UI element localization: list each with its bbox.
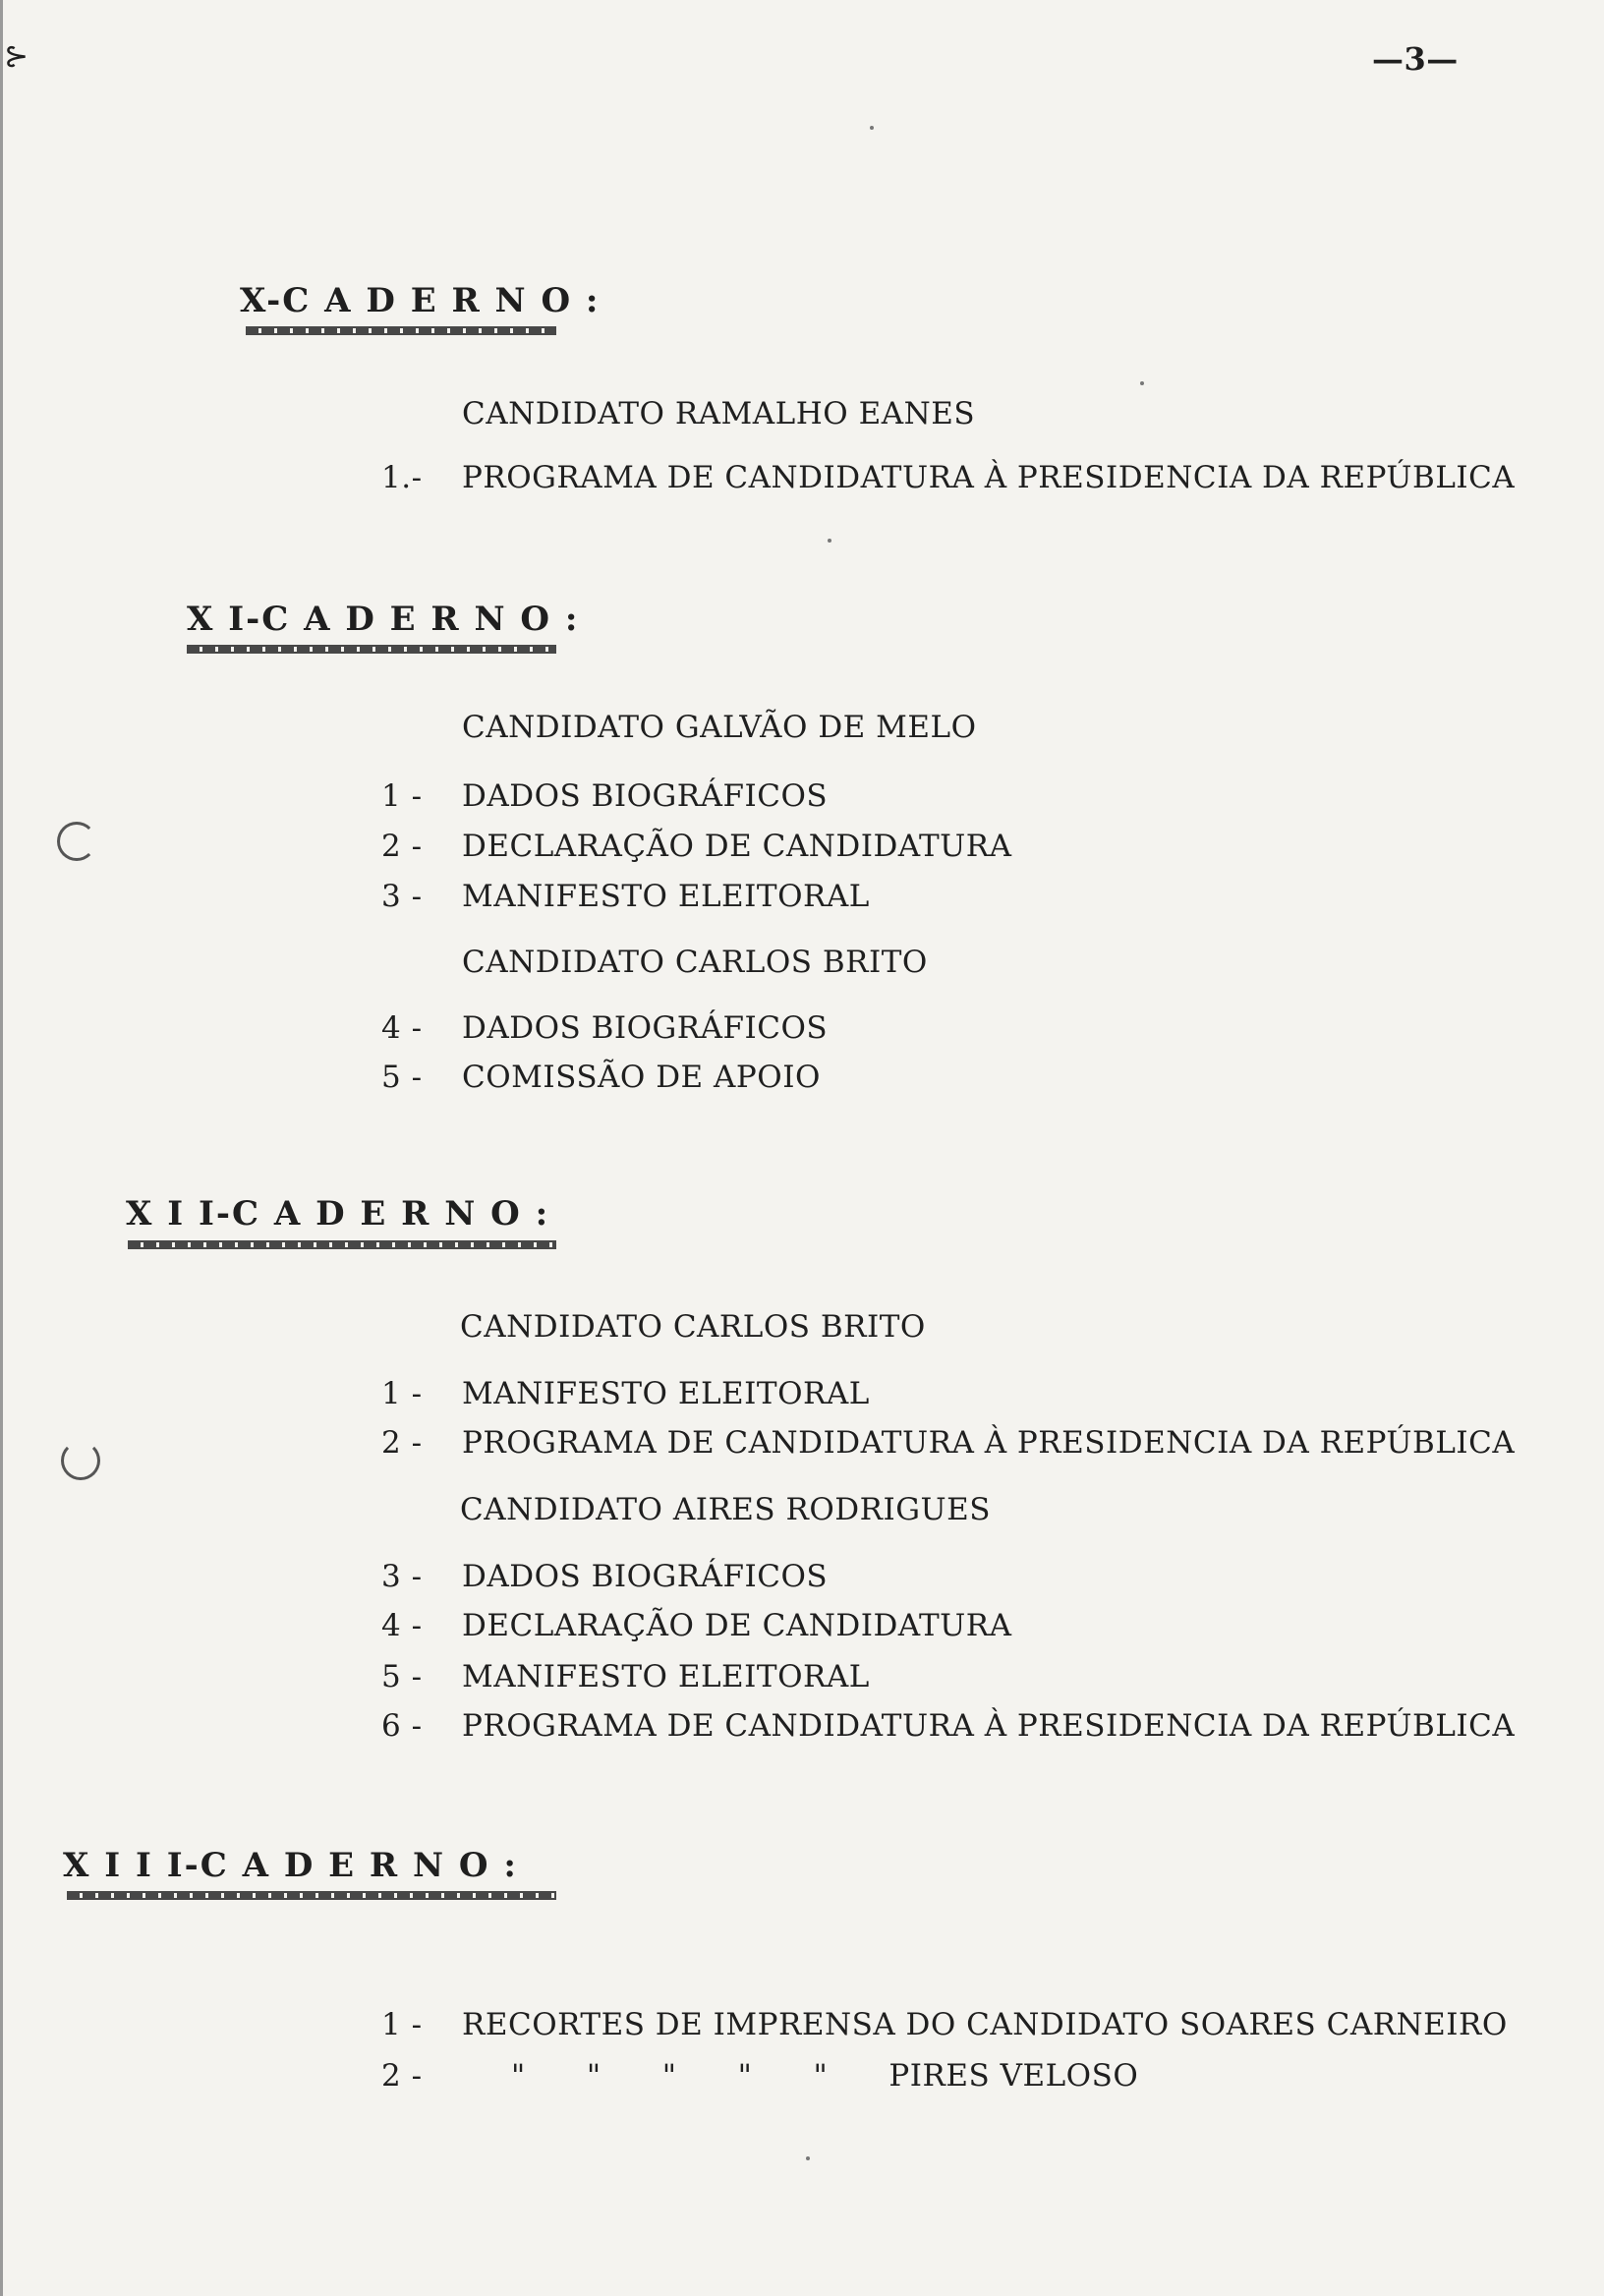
item-text: DECLARAÇÃO DE CANDIDATURA — [462, 829, 1012, 864]
section-heading: X I I-C A D E R N O : — [126, 1194, 550, 1234]
speck — [1140, 381, 1144, 385]
item-text: DECLARAÇÃO DE CANDIDATURA — [462, 1608, 1012, 1643]
item-text: PROGRAMA DE CANDIDATURA À PRESIDENCIA DA REPÚBLICA — [462, 1708, 1516, 1744]
item-number: 2 - — [381, 2058, 423, 2094]
section-heading: X I-C A D E R N O : — [187, 600, 580, 639]
speck — [828, 539, 831, 543]
punch-hole-mark — [61, 1441, 100, 1480]
item-text: COMISSÃO DE APOIO — [462, 1060, 821, 1095]
section-heading: X I I I-C A D E R N O : — [63, 1846, 518, 1885]
item-number: 3 - — [381, 1559, 423, 1594]
item-text: DADOS BIOGRÁFICOS — [462, 1010, 829, 1046]
item-text: DADOS BIOGRÁFICOS — [462, 1559, 829, 1594]
item-number: 4 - — [381, 1608, 423, 1643]
candidate-name: CANDIDATO GALVÃO DE MELO — [462, 710, 977, 745]
item-number: 1 - — [381, 2007, 423, 2042]
item-text: PROGRAMA DE CANDIDATURA À PRESIDENCIA DA REPÚBLICA — [462, 460, 1516, 495]
page-left-edge — [0, 0, 3, 2296]
item-text: DADOS BIOGRÁFICOS — [462, 778, 829, 814]
item-number: 2 - — [381, 829, 423, 864]
item-text: RECORTES DE IMPRENSA DO CANDIDATO SOARES CARNEIRO — [462, 2007, 1508, 2042]
item-number: 2 - — [381, 1425, 423, 1461]
item-text: MANIFESTO ELEITORAL — [462, 1659, 870, 1694]
item-number: 4 - — [381, 1010, 423, 1046]
heading-underline — [128, 1240, 556, 1249]
item-number: 5 - — [381, 1060, 423, 1095]
candidate-name: CANDIDATO AIRES RODRIGUES — [460, 1492, 991, 1527]
item-number: 1 - — [381, 1376, 423, 1411]
item-number: 3 - — [381, 879, 423, 914]
item-number: 1 - — [381, 778, 423, 814]
speck — [870, 126, 874, 130]
section-heading: X-C A D E R N O : — [240, 281, 601, 320]
candidate-name: CANDIDATO CARLOS BRITO — [462, 945, 928, 980]
item-text: PROGRAMA DE CANDIDATURA À PRESIDENCIA DA REPÚBLICA — [462, 1425, 1516, 1461]
candidate-name: CANDIDATO CARLOS BRITO — [460, 1309, 926, 1345]
heading-underline — [187, 645, 556, 654]
heading-underline — [246, 326, 556, 335]
candidate-name: CANDIDATO RAMALHO EANES — [462, 396, 976, 431]
page-number: —3— — [1372, 40, 1459, 78]
item-number: 1.- — [381, 460, 423, 495]
item-text: MANIFESTO ELEITORAL — [462, 879, 870, 914]
corner-mark: ⊱ — [4, 39, 29, 74]
heading-underline — [67, 1891, 556, 1900]
item-text: MANIFESTO ELEITORAL — [462, 1376, 870, 1411]
item-number: 6 - — [381, 1708, 423, 1744]
item-text: " " " " " PIRES VELOSO — [511, 2058, 1139, 2094]
punch-hole-mark — [57, 822, 96, 861]
speck — [806, 2156, 810, 2160]
item-number: 5 - — [381, 1659, 423, 1694]
